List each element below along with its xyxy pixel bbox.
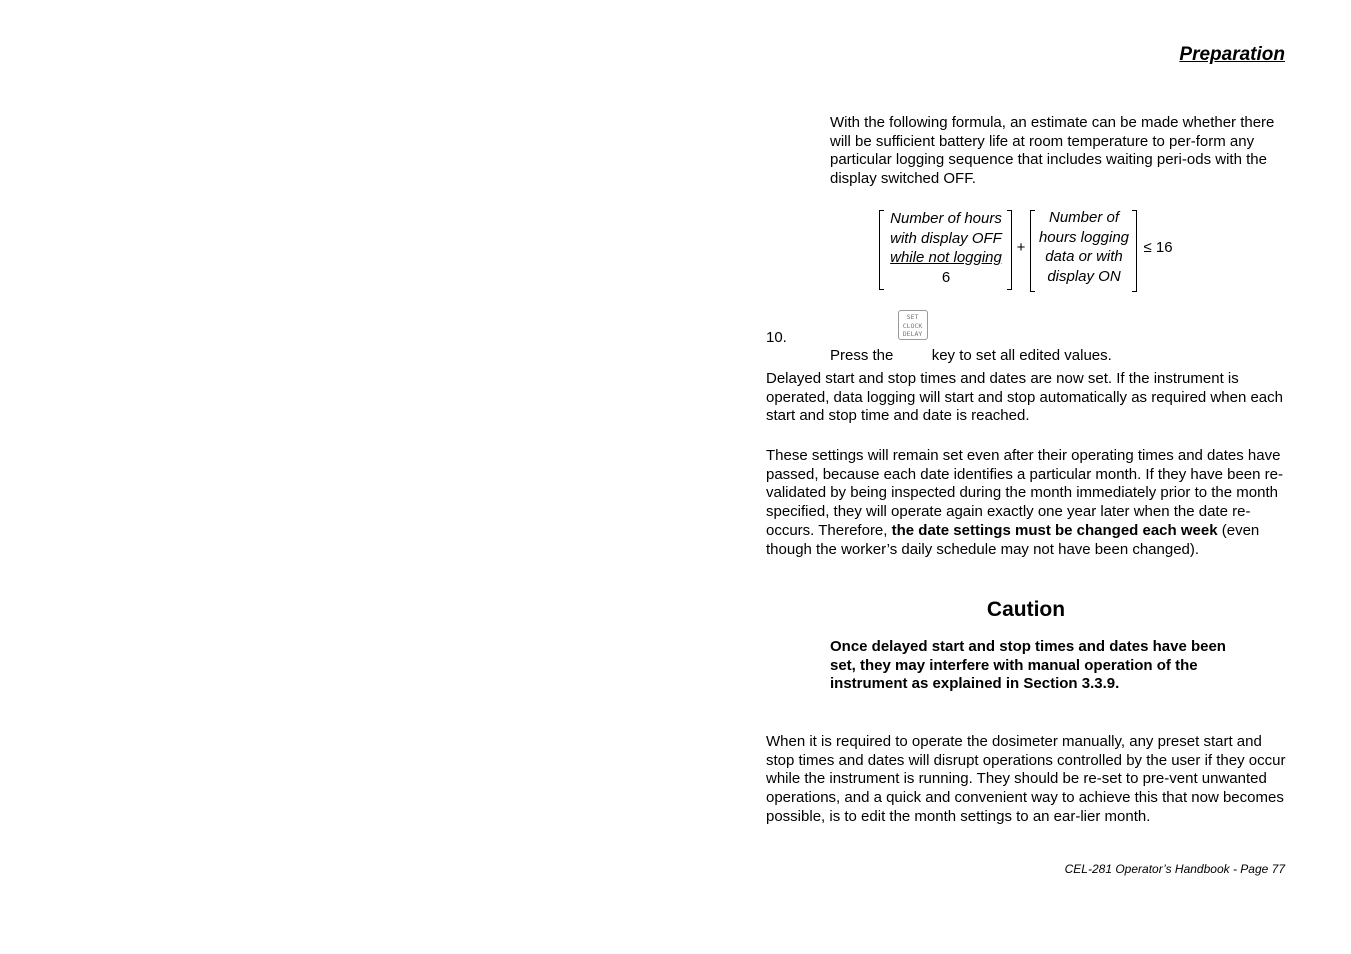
key-label: SET: [906, 313, 919, 321]
set-clock-delay-key-icon: [898, 310, 928, 340]
step-10-text-after: key to set all edited values.: [931, 347, 1112, 364]
paragraph-manual-operation: When it is required to operate the dosimeter manually, any preset start and stop times and dates will disrupt operations controlled by the user if they occur while the instrument is running. They should be re-set to pre-vent unwanted operations, and a quick and convenient way to achieve this that now becomes possible, is to edit the month settings to an ear-lier month.: [766, 733, 1286, 825]
battery-formula: [876, 208, 1186, 294]
plus-operator: +: [1016, 239, 1026, 256]
key-label: DELAY: [902, 330, 923, 338]
left-bracket-close: [1007, 210, 1012, 290]
step-10-text-before: Press the: [830, 347, 894, 364]
term-line: data or with: [1045, 248, 1123, 265]
para2-bold-text: the date settings must be changed each week: [891, 521, 1218, 539]
numerator-line: while not logging: [890, 249, 1002, 266]
para2-text: These settings will remain set even after their operating times and dates have passed, because each date identifies a particular month. If they have been re-validated by being inspected during the month immediately prior to the month specified, they will operate again exactly one year later when the date re-occurs. Therefore,: [766, 447, 1283, 539]
para2-text-after: (even though the worker’s daily schedule may not have been changed).: [766, 521, 1260, 558]
section-header: Preparation: [1179, 44, 1285, 65]
paragraph-delayed-start: Delayed start and stop times and dates are now set. If the instrument is operated, data logging will start and stop automatically as required when each start and stop time and date is reached.: [766, 370, 1283, 425]
formula-numerator: [884, 209, 1008, 287]
step-10-number: 10.: [766, 329, 787, 346]
term-line: Number of: [1048, 209, 1120, 226]
right-bracket-close: [1132, 210, 1137, 292]
key-label: CLOCK: [902, 321, 923, 330]
paragraph-settings-remain: [766, 447, 1286, 559]
page-footer: CEL-281 Operator’s Handbook - Page 77: [1064, 862, 1285, 876]
term-line: display ON: [1047, 267, 1121, 285]
formula-denominator: 6: [941, 268, 951, 286]
caution-text: Once delayed start and stop times and dates have been set, they may interfere with manual operation of the instrument as explained in Section 3.3.9.: [830, 638, 1226, 693]
numerator-line: with display OFF: [890, 229, 1002, 247]
numerator-line: Number of hours: [890, 210, 1002, 227]
formula-second-term: [1034, 208, 1134, 286]
intro-paragraph: With the following formula, an estimate can be made whether there will be sufficient battery life at room temperature to per-form any particular logging sequence that includes waiting peri-ods with the display switched OFF.: [830, 114, 1275, 188]
caution-heading: Caution: [986, 598, 1066, 621]
step-10: [830, 310, 1112, 366]
term-line: hours logging: [1038, 228, 1130, 246]
comparison: ≤ 16: [1143, 239, 1173, 256]
